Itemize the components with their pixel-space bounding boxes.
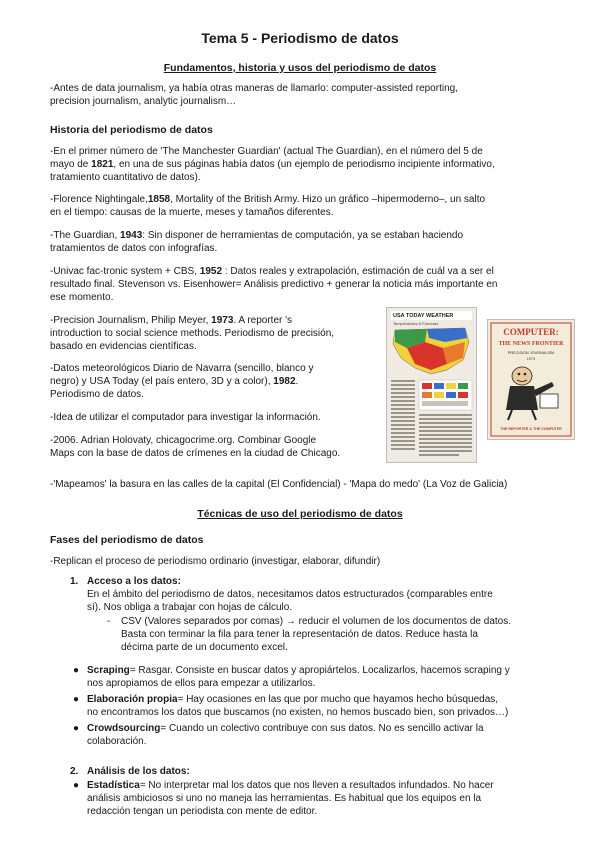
usa-today-headline: USA TODAY WEATHER — [393, 313, 454, 319]
history-p8-line-2: Maps con la base de datos de crímenes en la ciudad de Chicago. — [50, 448, 341, 459]
year-1952: 1952 — [199, 266, 223, 277]
history-p5-line-1: -Precision Journalism, Philip Meyer, 1973. A reporter 's — [50, 315, 293, 326]
cover-year: 1973 — [526, 357, 536, 361]
year-1821: 1821 — [91, 159, 114, 170]
history-p8-line-1: -2006. Adrian Holovaty, chicagocrime.org. Combinar Google — [50, 435, 317, 446]
phases-intro: -Replican el proceso de periodismo ordinario (investigar, elaborar, difundir) — [50, 556, 381, 567]
bullet-dot-icon: ● — [73, 665, 80, 676]
year-1973: 1973 — [211, 315, 234, 326]
history-p4-line-1: -Univac fac-tronic system + CBS, 1952 : Datos reales y extrapolación, estimación de cuál va a ser el — [50, 266, 494, 277]
history-p6-line-1: -Datos meteorológicos Diario de Navarra (sencillo, blanco y — [50, 363, 314, 374]
history-p9: -'Mapeamos' la basura en las calles de la capital (El Confidencial) - 'Mapa do medo' (La Voz de Galicia) — [50, 479, 508, 490]
history-p3-line-1: -The Guardian, 1943: Sin disponer de herramientas de computación, ya se estaban haciendo — [50, 230, 464, 241]
item-1-number: 1. — [70, 576, 79, 587]
item-1-sub-line-1: CSV (Valores separados por comas) → reducir el volumen de los documentos de datos. — [121, 616, 512, 627]
computer-news-frontier-graphic — [488, 320, 574, 439]
item-1-line-1: En el ámbito del periodismo de datos, necesitamos datos estructurados (comparables entre — [87, 589, 493, 600]
usa-today-weather-image — [386, 307, 477, 463]
history-p1-line-2: mayo de 1821, en una de sus páginas había datos (un ejemplo de periodismo incipiente informativo, — [50, 159, 495, 170]
intro-line-2: precision journalism, analytic journalism… — [50, 96, 237, 107]
bullet-elaboracion-line-2: no encontramos los datos que buscamos (no existen, no hemos buscado bien, son privados…) — [87, 707, 509, 718]
bullet-scraping-line-1: Scraping= Rasgar. Consiste en buscar datos y apropiártelos. Localizarlos, hacemos scraping y — [87, 665, 510, 676]
item-1-line-2: sí). Nos obliga a trabajar con hojas de cálculo. — [87, 602, 293, 613]
history-p6-line-3: Periodismo de datos. — [50, 389, 144, 400]
history-p1-line-1: -En el primer número de 'The Manchester Guardian' (actual The Guardian), en el número del 5 de — [50, 146, 483, 157]
item-1-title: Acceso a los datos: — [87, 576, 181, 587]
year-1982: 1982 — [273, 376, 296, 387]
bullet-crowdsourcing-line-1: Crowdsourcing= Cuando un colectivo contribuye con sus datos. No es sencillo activar la — [87, 723, 484, 734]
bullet-scraping-line-2: nos apropiamos de ellos para empezar a utilizarlos. — [87, 678, 316, 689]
section-heading-tecnicas: Técnicas de uso del periodismo de datos — [197, 508, 403, 520]
item-1-sub-dash: - — [107, 616, 111, 627]
history-p4-line-2: resultado final. Stevenson vs. Eisenhower= Análisis predictivo + generar la noticia más importante en — [50, 279, 498, 290]
section-heading-fundamentos: Fundamentos, historia y usos del periodismo de datos — [163, 62, 437, 74]
term-crowdsourcing: Crowdsourcing — [87, 723, 161, 734]
history-heading: Historia del periodismo de datos — [50, 124, 213, 136]
item-2-line-3: redacción tengan un periodista con mente de editor. — [87, 806, 318, 817]
cover-title-2: THE NEWS FRONTIER — [498, 341, 564, 347]
bullet-dot-icon: ● — [73, 780, 80, 791]
item-1-sub-line-2: Basta con terminar la fila para tener la representación de datos. Reduce hasta la — [121, 629, 478, 640]
item-2-title: Análisis de los datos: — [87, 766, 190, 777]
page-title: Tema 5 - Periodismo de datos — [201, 30, 399, 46]
history-p6-line-2: negro) y USA Today (el país entero, 3D y a color), 1982. — [50, 376, 299, 387]
term-scraping: Scraping — [87, 665, 130, 676]
bullet-dot-icon: ● — [73, 694, 80, 705]
bullet-crowdsourcing-line-2: colaboración. — [87, 736, 147, 747]
item-2-line-2: análisis ambiciosos si uno no maneja las herramientas. Es habitual que los equipos en la — [87, 793, 482, 804]
bullet-dot-icon: ● — [73, 723, 80, 734]
cover-title-1: COMPUTER: — [503, 327, 559, 337]
history-p4-line-3: ese momento. — [50, 292, 114, 303]
history-p5-line-2: introduction to social science methods. Periodismo de precisión, — [50, 328, 335, 339]
history-p2-line-1: -Florence Nightingale,1858, Mortality of the British Army. Hizo un gráfico –hipermoderno–, un salto — [50, 194, 486, 205]
item-2-line-1: Estadística= No interpretar mal los datos que nos lleven a resultados infundados. No hacer — [87, 780, 494, 791]
history-p1-line-3: tratamiento cuantitativo de datos). — [50, 172, 201, 183]
phases-heading: Fases del periodismo de datos — [50, 534, 204, 546]
year-1858: 1858 — [147, 194, 171, 205]
term-elaboracion: Elaboración propia — [87, 694, 178, 705]
item-1-sub-line-3: décima parte de un documento excel. — [121, 642, 288, 653]
computer-news-frontier-image — [487, 319, 575, 440]
bullet-elaboracion-line-1: Elaboración propia= Hay ocasiones en las que por mucho que hayamos hecho búsquedas, — [87, 694, 499, 705]
history-p5-line-3: basado en evidencias científicas. — [50, 341, 197, 352]
usa-today-weather-graphic — [387, 308, 476, 462]
history-p3-line-2: tratamientos de datos con infografías. — [50, 243, 218, 254]
cover-footer: THE REPORTER & THE COMPUTER — [500, 427, 562, 431]
usa-today-subhead: Temperatures & Forecast — [393, 321, 438, 326]
intro-line-1: -Antes de data journalism, ya había otras maneras de llamarlo: computer-assisted reporting, — [50, 83, 458, 94]
history-p7: -Idea de utilizar el computador para investigar la información. — [50, 412, 321, 423]
history-p2-line-2: en el tiempo: causas de la muerte, meses y tamaños diferentes. — [50, 207, 334, 218]
term-estadistica: Estadística — [87, 780, 140, 791]
year-1943: 1943 — [120, 230, 143, 241]
cover-subtitle: PRECISION JOURNALISM — [507, 351, 555, 355]
item-2-number: 2. — [70, 766, 79, 777]
